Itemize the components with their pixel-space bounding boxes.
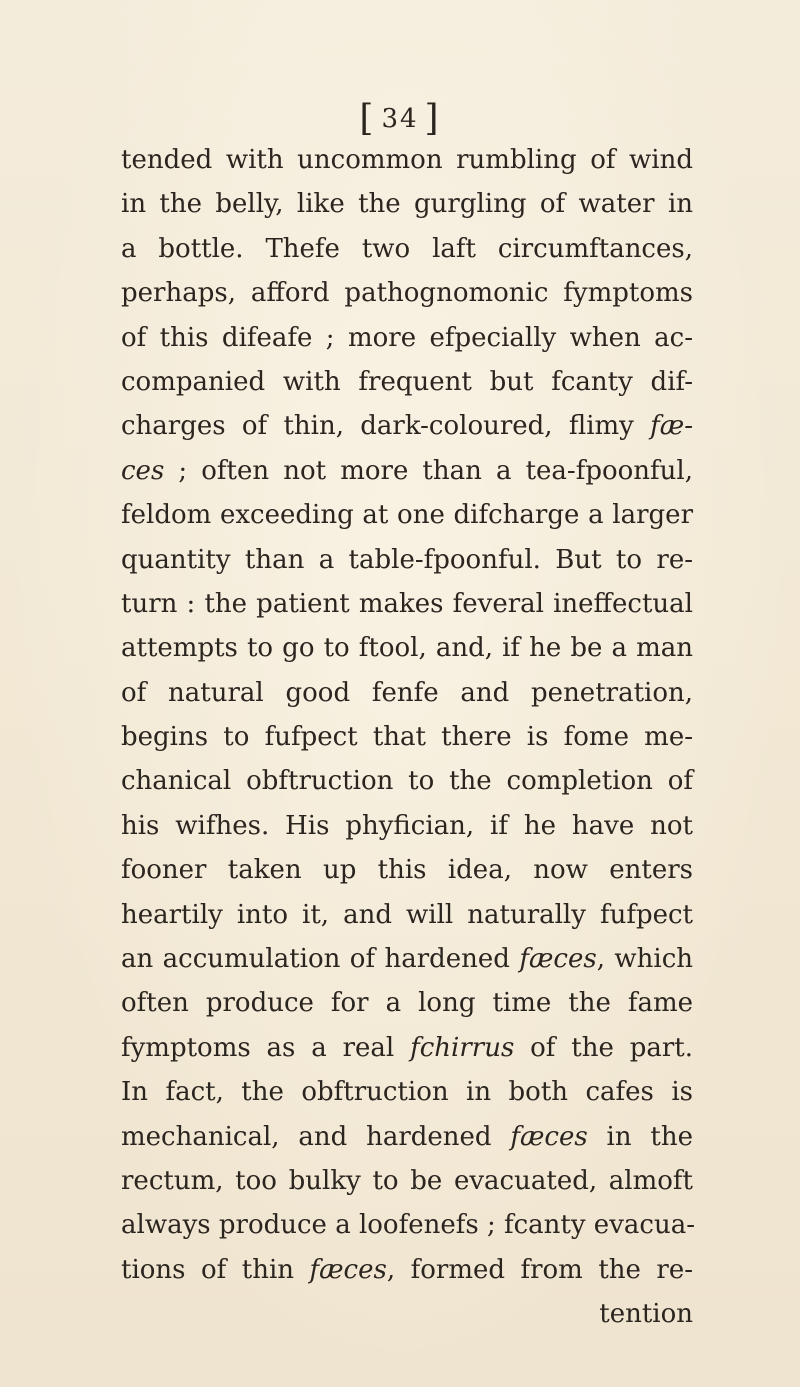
- text-segment: , which: [596, 944, 694, 975]
- text-segment: tended with uncommon rumbling of wind: [121, 145, 693, 175]
- text-line: [121, 1203, 693, 1247]
- text-segment: always produce a loofenefs ; fcanty evacua-: [121, 1210, 695, 1241]
- text-segment: his wifhes. His phyfician, if he have not: [121, 810, 693, 841]
- text-line: [121, 1248, 693, 1292]
- text-segment: attempts to go to ftool, and, if he be a man: [121, 633, 693, 664]
- italic-term: fæces: [309, 1254, 387, 1285]
- text-segment: fooner taken up this idea, now enters: [121, 855, 693, 886]
- text-line: [121, 582, 693, 626]
- text-segment: of the part.: [514, 1032, 693, 1063]
- text-line: [121, 759, 693, 803]
- italic-term: fchirrus: [410, 1032, 515, 1063]
- text-segment: feldom exceeding at one difcharge a larger: [121, 500, 693, 531]
- catchword: [121, 1292, 693, 1336]
- text-segment: turn : the patient makes feveral ineffectual: [121, 588, 693, 619]
- text-segment: a bottle. Thefe two laft circumftances,: [121, 233, 693, 264]
- text-segment: in the: [587, 1121, 694, 1152]
- page-number: 34: [381, 104, 419, 134]
- text-line: [121, 449, 693, 493]
- text-line: [121, 1026, 693, 1070]
- text-segment: of natural good fenfe and penetration,: [121, 677, 693, 708]
- text-segment: quantity than a table-fpoonful. But to re-: [121, 544, 693, 575]
- text-segment: tention: [599, 1299, 693, 1330]
- text-segment: in the belly, like the gurgling of water in: [121, 189, 693, 220]
- text-segment: of this difeafe ; more efpecially when ac-: [121, 322, 693, 353]
- text-segment: perhaps, afford pathognomonic fymptoms: [121, 278, 693, 309]
- text-segment: companied with frequent but fcanty dif-: [121, 366, 693, 397]
- text-line: [121, 138, 693, 182]
- text-segment: fymptoms as a real: [121, 1032, 411, 1063]
- text-line: [121, 404, 693, 448]
- text-line: [121, 538, 693, 582]
- text-segment: ; often not more than a tea-fpoonful,: [164, 455, 693, 486]
- text-segment: begins to fufpect that there is fome me-: [121, 722, 693, 753]
- text-line: [121, 893, 693, 937]
- text-segment: rectum, too bulky to be evacuated, almoft: [121, 1165, 693, 1196]
- text-segment: mechanical, and hardened: [121, 1121, 511, 1152]
- text-line: [121, 271, 693, 315]
- text-segment: charges of thin, dark-coloured, flimy: [121, 411, 651, 442]
- text-line: [121, 182, 693, 226]
- text-line: [121, 981, 693, 1025]
- text-line: [121, 316, 693, 360]
- text-line: [121, 804, 693, 848]
- italic-term: fæ-: [650, 411, 693, 442]
- text-line: [121, 671, 693, 715]
- body-text: [121, 138, 693, 1337]
- text-segment: tions of thin: [121, 1254, 310, 1285]
- italic-term: fæces: [519, 944, 597, 975]
- italic-term: fæces: [510, 1121, 588, 1152]
- text-line: [121, 626, 693, 670]
- text-segment: often produce for a long time the fame: [121, 988, 693, 1019]
- text-line: [121, 227, 693, 271]
- text-line: [121, 1115, 693, 1159]
- text-line: [121, 937, 693, 981]
- text-line: [121, 848, 693, 892]
- text-segment: heartily into it, and will naturally fufpect: [121, 899, 693, 930]
- page-header: [0, 98, 800, 139]
- bracket-close: ]: [424, 98, 441, 139]
- text-line: [121, 1159, 693, 1203]
- text-segment: chanical obftruction to the completion of: [121, 766, 693, 797]
- text-line: [121, 493, 693, 537]
- text-line: [121, 715, 693, 759]
- text-line: [121, 1070, 693, 1114]
- text-segment: , formed from the re-: [386, 1254, 693, 1285]
- bracket-open: [: [359, 98, 376, 139]
- text-segment: In fact, the obftruction in both cafes is: [121, 1077, 693, 1108]
- italic-term: ces: [121, 455, 165, 486]
- text-line: [121, 360, 693, 404]
- text-segment: an accumulation of hardened: [121, 944, 520, 975]
